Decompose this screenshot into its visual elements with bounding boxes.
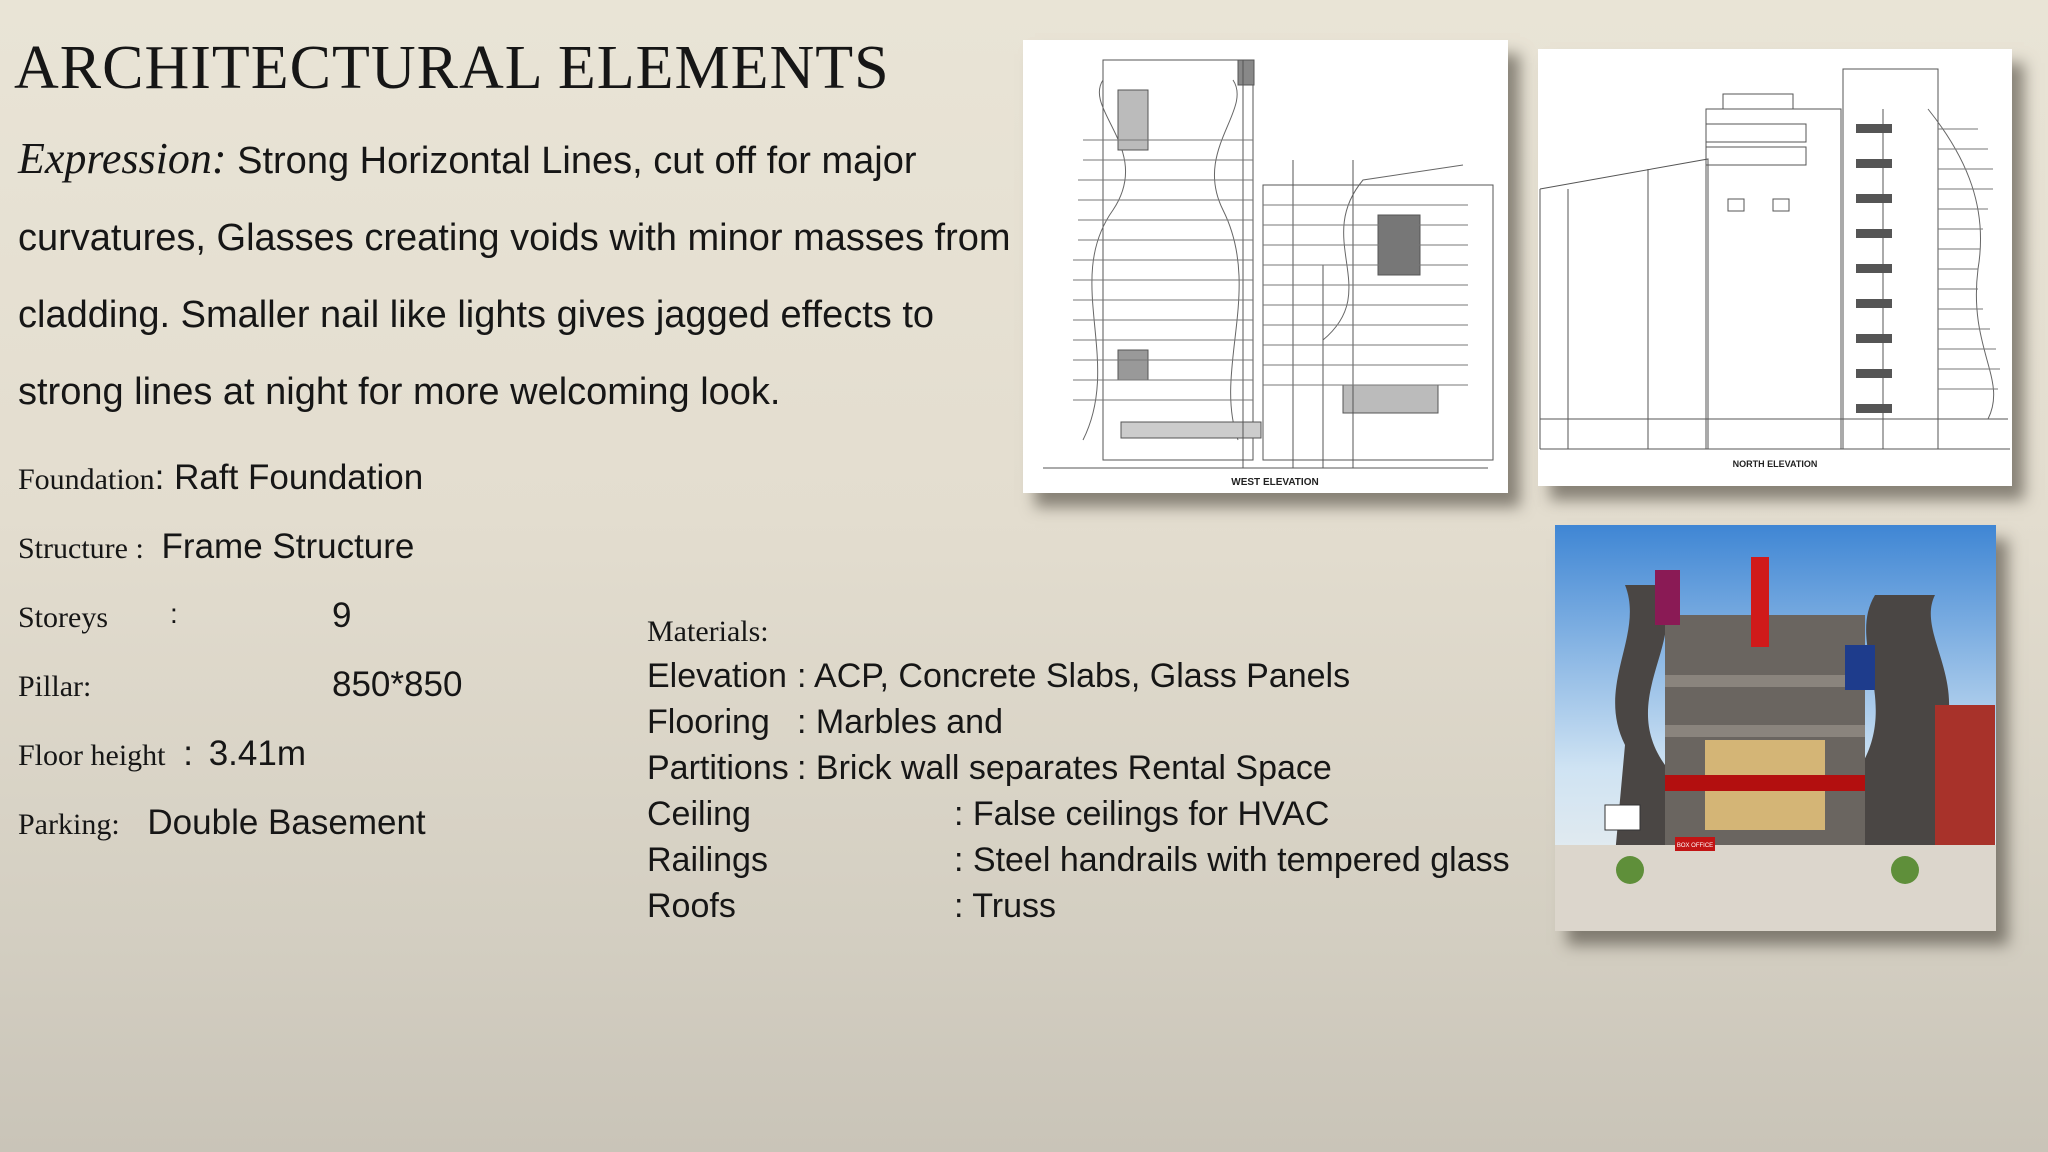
- spec-value: 850*850: [332, 665, 463, 704]
- box-office-sign: BOX OFFICE: [1676, 843, 1714, 849]
- spec-separator: :: [154, 458, 165, 497]
- material-value: : ACP, Concrete Slabs, Glass Panels: [797, 657, 1351, 695]
- spec-label: Storeys: [18, 601, 108, 634]
- building-render-photo: [1555, 525, 1996, 931]
- spec-foundation: [18, 458, 423, 498]
- north-elevation-drawing: [1538, 49, 2012, 486]
- material-value: : False ceilings for HVAC: [954, 795, 1330, 833]
- material-label: Roofs: [647, 887, 736, 925]
- west-elevation-drawing: [1023, 40, 1508, 493]
- material-label: Elevation: [647, 657, 787, 695]
- slide-title: ARCHITECTURAL ELEMENTS: [14, 34, 890, 102]
- spec-label: Pillar:: [18, 670, 92, 703]
- north-elevation-svg: [1538, 49, 2012, 486]
- spec-value: 3.41m: [208, 734, 306, 773]
- north-elevation-caption: NORTH ELEVATION: [1732, 459, 1818, 469]
- material-row-flooring: [647, 699, 1003, 745]
- material-value: : Truss: [954, 887, 1057, 925]
- west-elevation-svg: [1023, 40, 1508, 493]
- spec-floor-height: [18, 734, 306, 774]
- material-row-elevation: [647, 653, 1351, 699]
- spec-label: Foundation: [18, 463, 155, 496]
- spec-label: Parking:: [18, 808, 120, 841]
- material-label: Ceiling: [647, 795, 751, 833]
- expression-paragraph: [18, 120, 1048, 431]
- material-row-railings: [647, 837, 1510, 883]
- spec-pillar: [18, 665, 538, 715]
- material-label: Partitions: [647, 749, 789, 787]
- spec-value: Raft Foundation: [174, 458, 424, 497]
- spec-parking: [18, 803, 426, 843]
- expression-text: Strong Horizontal Lines, cut off for major curvatures, Glasses creating voids with minor masses from cladding. Smaller nail like lights gives jagged effects to strong lines at night for more welcoming look.: [18, 140, 1011, 413]
- material-value: : Steel handrails with tempered glass: [954, 841, 1510, 879]
- material-label: Flooring: [647, 703, 770, 741]
- spec-separator: :: [183, 734, 193, 773]
- material-row-ceiling: [647, 791, 1330, 837]
- spec-label: Structure :: [18, 532, 144, 565]
- spec-value: Frame Structure: [161, 527, 415, 566]
- spec-storeys: [18, 596, 538, 646]
- spec-structure: [18, 527, 414, 567]
- material-label: Railings: [647, 841, 768, 879]
- materials-list: [647, 615, 1510, 929]
- spec-separator: :: [170, 598, 178, 629]
- spec-label: Floor height: [18, 739, 166, 772]
- material-value: : Brick wall separates Rental Space: [797, 749, 1332, 787]
- material-value: : Marbles and: [797, 703, 1003, 741]
- building-render-svg: [1555, 525, 1996, 931]
- expression-label: Expression:: [18, 134, 227, 183]
- spec-value: Double Basement: [147, 803, 426, 842]
- materials-heading: Materials:: [647, 615, 769, 648]
- material-row-roofs: [647, 883, 1057, 929]
- west-elevation-caption: WEST ELEVATION: [1231, 477, 1319, 488]
- spec-value: 9: [332, 596, 352, 635]
- material-row-partitions: [647, 745, 1332, 791]
